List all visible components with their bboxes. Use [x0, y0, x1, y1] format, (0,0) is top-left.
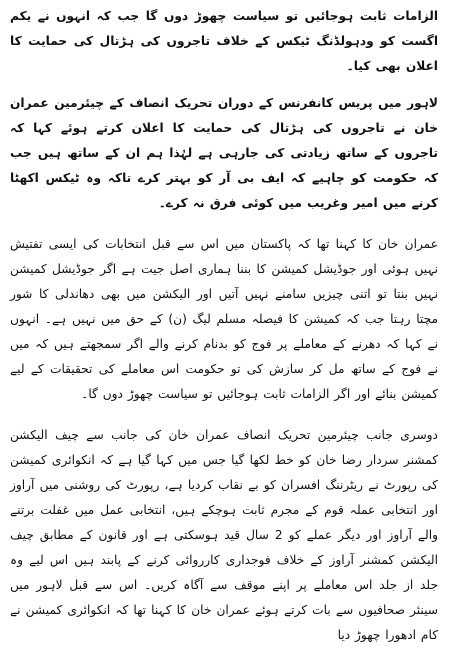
article-paragraph-1: الزامات ثابت ہوجائیں تو سیاست چھوڑ دوں گا جب کہ انہوں نے یکم اگست کو ودہولڈنگ ٹیکس کے خلاف تاجروں کی ہڑتال کی حمایت کا اعلان بھی کیا۔ [10, 9, 438, 73]
article-paragraph-4: دوسری جانب چیئرمین تحریک انصاف عمران خان کی جانب سے چیف الیکشن کمشنر سردار رضا خان کو خط لکھا گیا جس میں کہا گیا ہے کہ انکوائری کمیشن کی رپورٹ نے ریٹرننگ افسران کو بے نقاب کردیا ہے، رپورٹ کی روشنی میں آراوز اور انتخابی عملہ قوم کے مجرم ثابت ہوچکے ہیں، انتخابی عمل میں غفلت برتنے والے آراوز اور دیگر عملے کو 2 سال قید ہوسکتی ہے اور قانون کے مطابق چیف الیکشن کمشنر آراوز کے خلاف فوجداری کارروائی کرنے کے پابند ہیں اس لیے وہ جلد از جلد اس معاملے پر اپنے موقف سے آگاہ کریں۔ اس سے قبل لاہور میں سینئر صحافیوں سے بات کرتے ہوئے عمران خان کا کہنا تھا کہ انکوائری کمیشن نے کام ادھورا چھوڑ دیا [10, 428, 438, 642]
article-paragraph-3: عمران خان کا کہنا تھا کہ پاکستان میں اس سے قبل انتخابات کی ایسی تفتیش نہیں ہوئی اور جوڈیشل کمیشن کا بننا ہماری اصل جیت ہے اگر جوڈیشل کمیشن نہیں بنتا تو اتنی چیزیں سامنے نہیں آتیں اور الیکشن میں بھی دھاندلی کا شور مچتا رہتا جب کہ کمیشن کا فیصلہ مسلم لیگ (ن) کے حق میں نہیں ہے۔ انہوں نے کہا کہ دھرنے کے معاملے پر فوج کو بدنام کرنے والے اگر سمجھتے ہیں کہ میں نے فوج کے ساتھ مل کر سازش کی تو حکومت اس معاملے کی تحقیقات کے لیے کمیشن بنائے اور اگر الزامات ثابت ہوجائیں تو سیاست چھوڑ دوں گا۔ [10, 237, 438, 401]
article-paragraph-2: لاہور میں پریس کانفرنس کے دوران تحریک انصاف کے چیئرمین عمران خان نے تاجروں کی ہڑتال کی حمایت کا اعلان کرتے ہوئے کہا کہ تاجروں کے ساتھ زیادتی کی جارہی ہے لہٰذا ہم ان کے ساتھ ہیں جب کہ حکومت کو چاہیے کہ ایف بی آر کو بہتر کرے تاکہ وہ ٹیکس اکھٹا کرنے میں امیر وغریب میں کوئی فرق نہ کرے۔ [10, 96, 438, 210]
